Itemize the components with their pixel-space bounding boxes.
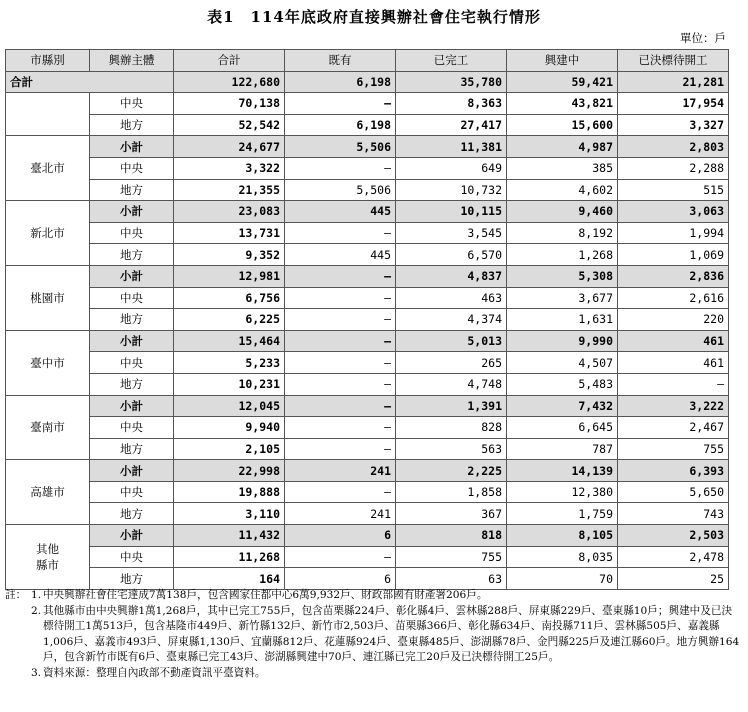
cell-value: 12,380 bbox=[507, 481, 618, 503]
cell-value: 164 bbox=[174, 568, 285, 590]
cell-value: 9,990 bbox=[507, 330, 618, 352]
table-row bbox=[6, 568, 729, 590]
agency-cell: 中央 bbox=[90, 93, 174, 115]
cell-value: — bbox=[285, 546, 396, 568]
cell-value: 463 bbox=[396, 287, 507, 309]
header-existing: 既有 bbox=[285, 50, 396, 72]
cell-value: 2,803 bbox=[618, 136, 729, 158]
footnote-label bbox=[5, 666, 31, 682]
cell-value: 5,013 bbox=[396, 330, 507, 352]
footnote-item bbox=[5, 604, 740, 666]
cell-value: 8,192 bbox=[507, 222, 618, 244]
cell-value: 12,981 bbox=[174, 265, 285, 287]
cell-value: 6,570 bbox=[396, 244, 507, 266]
cell-value: 6,225 bbox=[174, 309, 285, 331]
agency-cell: 小計 bbox=[90, 136, 174, 158]
agency-cell: 地方 bbox=[90, 114, 174, 136]
cell-value: 241 bbox=[285, 460, 396, 482]
cell-value: 2,467 bbox=[618, 417, 729, 439]
cell-value: 21,281 bbox=[618, 71, 729, 93]
cell-value: 7,432 bbox=[507, 395, 618, 417]
footnote-label: 註： bbox=[5, 589, 27, 601]
cell-value: 5,650 bbox=[618, 481, 729, 503]
total-label: 合計 bbox=[6, 71, 174, 93]
cell-value: 9,352 bbox=[174, 244, 285, 266]
city-name bbox=[6, 460, 90, 525]
cell-value: 385 bbox=[507, 157, 618, 179]
cell-value: 1,069 bbox=[618, 244, 729, 266]
table-title: 表1 114年底政府直接興辦社會住宅執行情形 bbox=[207, 8, 541, 26]
city-name bbox=[6, 201, 90, 266]
agency-cell: 小計 bbox=[90, 201, 174, 223]
cell-value: 63 bbox=[396, 568, 507, 590]
city-name-line: 桃園市 bbox=[30, 290, 65, 305]
cell-value: 52,542 bbox=[174, 114, 285, 136]
cell-value: 1,858 bbox=[396, 481, 507, 503]
cell-value: 9,460 bbox=[507, 201, 618, 223]
cell-value: 755 bbox=[618, 438, 729, 460]
cell-value: 3,222 bbox=[618, 395, 729, 417]
footnote-text: 資料來源：整理自內政部不動產資訊平臺資料。 bbox=[43, 666, 266, 679]
agency-cell: 中央 bbox=[90, 546, 174, 568]
cell-value: 24,677 bbox=[174, 136, 285, 158]
cell-value: 5,233 bbox=[174, 352, 285, 374]
table-row bbox=[6, 438, 729, 460]
cell-value: 14,139 bbox=[507, 460, 618, 482]
header-agency: 興辦主體 bbox=[90, 50, 174, 72]
agency-cell: 中央 bbox=[90, 157, 174, 179]
cell-value: 25 bbox=[618, 568, 729, 590]
cell-value: — bbox=[285, 93, 396, 115]
footnote-label bbox=[5, 604, 31, 666]
agency-cell: 中央 bbox=[90, 481, 174, 503]
cell-value: — bbox=[285, 373, 396, 395]
cell-value: 5,506 bbox=[285, 136, 396, 158]
agency-cell: 地方 bbox=[90, 503, 174, 525]
table-row bbox=[6, 460, 729, 482]
agency-cell: 小計 bbox=[90, 265, 174, 287]
cell-value: 59,421 bbox=[507, 71, 618, 93]
cell-value: 445 bbox=[285, 244, 396, 266]
city-name bbox=[6, 265, 90, 330]
footnote-text: 中央興辦社會住宅達成7萬138戶，包含國家住都中心6萬9,932戶、財政部國有財產署206戶。 bbox=[43, 589, 488, 601]
cell-value: 3,322 bbox=[174, 157, 285, 179]
city-name-line: 其他 bbox=[36, 541, 59, 556]
footnote-text: 其他縣市由中央興辦1萬1,268戶，其中已完工755戶，包含苗栗縣224戶、彰化縣4戶、雲林縣288戶、屏東縣229戶、臺東縣10戶；興建中及已決標待開工1萬513戶，包含基隆市449戶、新竹縣132戶、新竹市2,503戶、苗栗縣366戶、彰化縣634戶、南投縣711戶、雲林縣505戶、嘉義縣1,006戶、嘉義市493戶、屏東縣1,130戶、宜蘭縣812戶、花蓮縣924戶、臺東縣485戶、澎湖縣78戶、金門縣225戶及連江縣60戶。地方興辦164戶，包含新竹市既有6戶、臺東縣已完工43戶、澎湖縣興建中70戶、連江縣已完工20戶及已決標待開工25戶。 bbox=[43, 604, 740, 664]
cell-value: 122,680 bbox=[174, 71, 285, 93]
cell-value: 15,464 bbox=[174, 330, 285, 352]
table-row bbox=[6, 546, 729, 568]
cell-value: 11,381 bbox=[396, 136, 507, 158]
cell-value: 8,035 bbox=[507, 546, 618, 568]
cell-value: 13,731 bbox=[174, 222, 285, 244]
footnote-number: 3. bbox=[31, 666, 42, 679]
cell-value: 4,602 bbox=[507, 179, 618, 201]
cell-value: 649 bbox=[396, 157, 507, 179]
cell-value: 1,631 bbox=[507, 309, 618, 331]
cell-value: 4,374 bbox=[396, 309, 507, 331]
table-row bbox=[6, 503, 729, 525]
cell-value: — bbox=[618, 373, 729, 395]
city-name bbox=[6, 330, 90, 395]
cell-value: 6,645 bbox=[507, 417, 618, 439]
cell-value: 515 bbox=[618, 179, 729, 201]
cell-value: 1,994 bbox=[618, 222, 729, 244]
cell-value: 35,780 bbox=[396, 71, 507, 93]
city-name-line: 臺北市 bbox=[30, 161, 65, 176]
cell-value: 1,391 bbox=[396, 395, 507, 417]
unit-label: 單位：戶 bbox=[680, 31, 726, 45]
agency-cell: 地方 bbox=[90, 568, 174, 590]
header-total: 合計 bbox=[174, 50, 285, 72]
cell-value: 23,083 bbox=[174, 201, 285, 223]
cell-value: — bbox=[285, 330, 396, 352]
cell-value: 220 bbox=[618, 309, 729, 331]
table-row bbox=[6, 201, 729, 223]
cell-value: 11,268 bbox=[174, 546, 285, 568]
agency-cell: 地方 bbox=[90, 438, 174, 460]
cell-value: 6 bbox=[285, 568, 396, 590]
cell-value: 4,837 bbox=[396, 265, 507, 287]
cell-value: 9,940 bbox=[174, 417, 285, 439]
cell-value: 4,748 bbox=[396, 373, 507, 395]
agency-cell: 中央 bbox=[90, 417, 174, 439]
header-awarded: 已決標待開工 bbox=[618, 50, 729, 72]
cell-value: 6,198 bbox=[285, 114, 396, 136]
cell-value: 5,506 bbox=[285, 179, 396, 201]
cell-value: 563 bbox=[396, 438, 507, 460]
housing-table bbox=[5, 49, 729, 590]
cell-value: 3,063 bbox=[618, 201, 729, 223]
cell-value: 2,478 bbox=[618, 546, 729, 568]
cell-value: 70 bbox=[507, 568, 618, 590]
table-row bbox=[6, 157, 729, 179]
cell-value: — bbox=[285, 265, 396, 287]
agency-cell: 地方 bbox=[90, 244, 174, 266]
cell-value: 241 bbox=[285, 503, 396, 525]
header-city: 市縣別 bbox=[6, 50, 90, 72]
table-row bbox=[6, 525, 729, 547]
cell-value: 43,821 bbox=[507, 93, 618, 115]
cell-value: 828 bbox=[396, 417, 507, 439]
city-name bbox=[6, 395, 90, 460]
cell-value: 2,836 bbox=[618, 265, 729, 287]
table-row bbox=[6, 265, 729, 287]
agency-cell: 小計 bbox=[90, 525, 174, 547]
cell-value: 445 bbox=[285, 201, 396, 223]
cell-value: 461 bbox=[618, 330, 729, 352]
cell-value: 5,483 bbox=[507, 373, 618, 395]
table-row bbox=[6, 373, 729, 395]
table-row bbox=[6, 179, 729, 201]
cell-value: 2,105 bbox=[174, 438, 285, 460]
cell-value: 3,327 bbox=[618, 114, 729, 136]
cell-value: — bbox=[285, 222, 396, 244]
table-row bbox=[6, 352, 729, 374]
cell-value: — bbox=[285, 417, 396, 439]
footnotes bbox=[5, 588, 740, 682]
footnote-number: 1. bbox=[31, 589, 42, 601]
table-body bbox=[6, 71, 729, 589]
cell-value: 17,954 bbox=[618, 93, 729, 115]
city-name-line: 新北市 bbox=[30, 226, 65, 241]
cell-value: 2,616 bbox=[618, 287, 729, 309]
cell-value: 367 bbox=[396, 503, 507, 525]
cell-value: 1,268 bbox=[507, 244, 618, 266]
cell-value: 2,288 bbox=[618, 157, 729, 179]
cell-value: 461 bbox=[618, 352, 729, 374]
cell-value: — bbox=[285, 309, 396, 331]
cell-value: 2,225 bbox=[396, 460, 507, 482]
cell-value: 818 bbox=[396, 525, 507, 547]
cell-value: 10,115 bbox=[396, 201, 507, 223]
table-row bbox=[6, 481, 729, 503]
cell-value: 19,888 bbox=[174, 481, 285, 503]
cell-value: 11,432 bbox=[174, 525, 285, 547]
city-name bbox=[6, 525, 90, 590]
cell-value: 12,045 bbox=[174, 395, 285, 417]
cell-value: 3,110 bbox=[174, 503, 285, 525]
cell-value: 27,417 bbox=[396, 114, 507, 136]
cell-value: 1,759 bbox=[507, 503, 618, 525]
table-row bbox=[6, 330, 729, 352]
table-row bbox=[6, 71, 729, 93]
agency-cell: 中央 bbox=[90, 287, 174, 309]
cell-value: — bbox=[285, 287, 396, 309]
cell-value: 8,363 bbox=[396, 93, 507, 115]
cell-value: 6,393 bbox=[618, 460, 729, 482]
cell-value: 265 bbox=[396, 352, 507, 374]
cell-value: 70,138 bbox=[174, 93, 285, 115]
footnote-item bbox=[5, 588, 740, 604]
agency-cell: 小計 bbox=[90, 330, 174, 352]
cell-value: 5,308 bbox=[507, 265, 618, 287]
cell-value: — bbox=[285, 157, 396, 179]
cell-value: — bbox=[285, 438, 396, 460]
cell-value: 21,355 bbox=[174, 179, 285, 201]
city-name-line: 縣市 bbox=[36, 557, 59, 572]
blank-cell bbox=[6, 93, 90, 136]
cell-value: 6,198 bbox=[285, 71, 396, 93]
header-under-construction: 興建中 bbox=[507, 50, 618, 72]
cell-value: 6,756 bbox=[174, 287, 285, 309]
cell-value: 10,231 bbox=[174, 373, 285, 395]
table-row bbox=[6, 114, 729, 136]
agency-cell: 地方 bbox=[90, 309, 174, 331]
cell-value: — bbox=[285, 395, 396, 417]
cell-value: 787 bbox=[507, 438, 618, 460]
table-row bbox=[6, 395, 729, 417]
cell-value: 3,677 bbox=[507, 287, 618, 309]
table-row bbox=[6, 287, 729, 309]
footnote-number: 2. bbox=[31, 604, 42, 617]
table-row bbox=[6, 222, 729, 244]
cell-value: 3,545 bbox=[396, 222, 507, 244]
cell-value: 743 bbox=[618, 503, 729, 525]
cell-value: — bbox=[285, 481, 396, 503]
cell-value: 6 bbox=[285, 525, 396, 547]
cell-value: 4,507 bbox=[507, 352, 618, 374]
table-row bbox=[6, 309, 729, 331]
cell-value: 8,105 bbox=[507, 525, 618, 547]
agency-cell: 中央 bbox=[90, 352, 174, 374]
cell-value: 4,987 bbox=[507, 136, 618, 158]
cell-value: 755 bbox=[396, 546, 507, 568]
city-name-line: 臺南市 bbox=[30, 420, 65, 435]
header-row bbox=[6, 50, 729, 72]
agency-cell: 地方 bbox=[90, 179, 174, 201]
city-name-line: 臺中市 bbox=[30, 355, 65, 370]
cell-value: 10,732 bbox=[396, 179, 507, 201]
cell-value: — bbox=[285, 352, 396, 374]
table-row bbox=[6, 136, 729, 158]
table-row bbox=[6, 244, 729, 266]
footnote-item bbox=[5, 666, 740, 682]
cell-value: 2,503 bbox=[618, 525, 729, 547]
city-name-line: 高雄市 bbox=[30, 485, 65, 500]
agency-cell: 中央 bbox=[90, 222, 174, 244]
agency-cell: 小計 bbox=[90, 460, 174, 482]
table-row bbox=[6, 93, 729, 115]
cell-value: 15,600 bbox=[507, 114, 618, 136]
table-row bbox=[6, 417, 729, 439]
cell-value: 22,998 bbox=[174, 460, 285, 482]
agency-cell: 小計 bbox=[90, 395, 174, 417]
city-name bbox=[6, 136, 90, 201]
header-completed: 已完工 bbox=[396, 50, 507, 72]
agency-cell: 地方 bbox=[90, 373, 174, 395]
